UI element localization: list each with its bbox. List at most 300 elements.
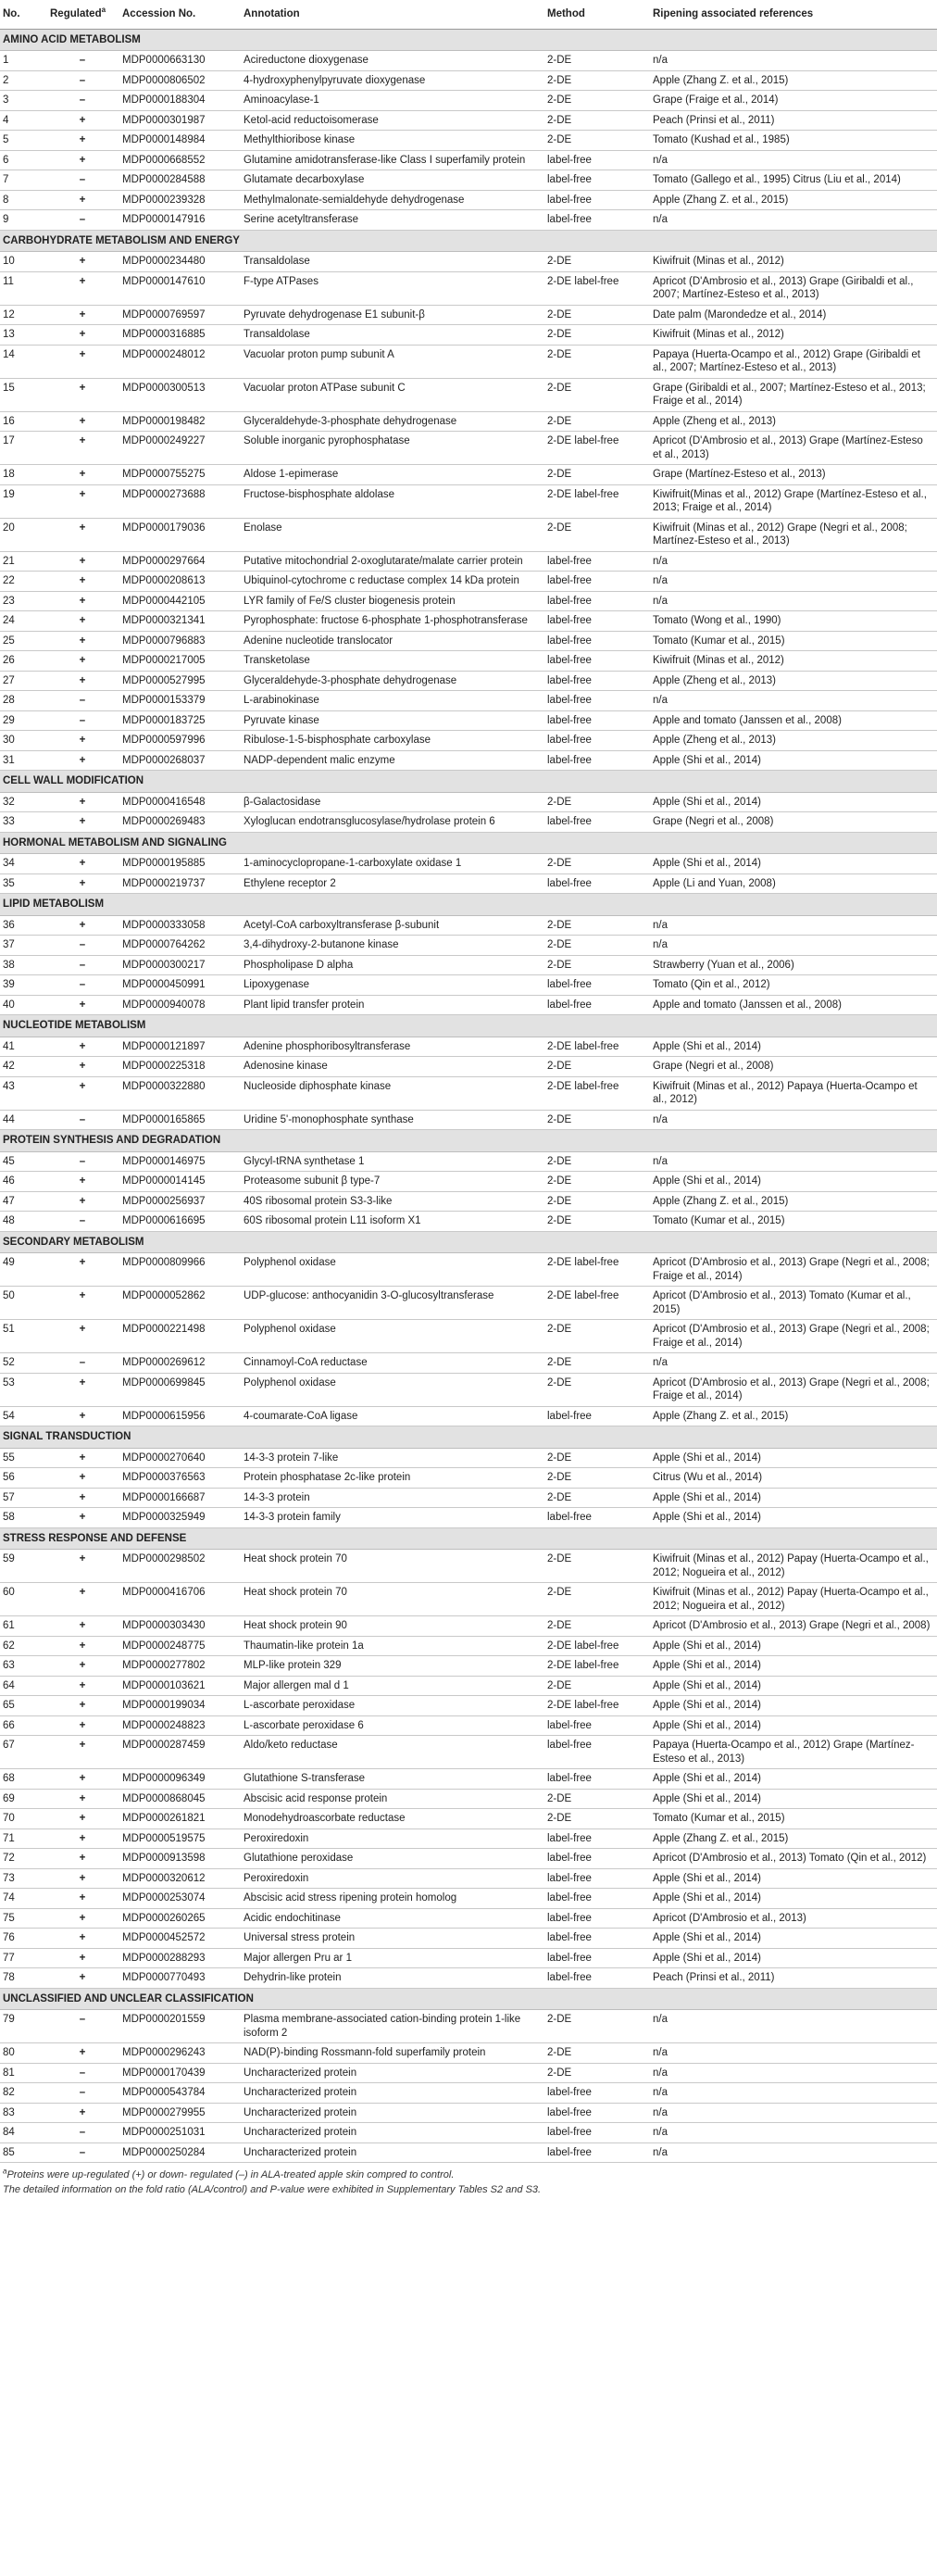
cell-regulated: – bbox=[46, 710, 119, 731]
cell-regulated: + bbox=[46, 131, 119, 151]
cell-method: 2-DE label-free bbox=[543, 1076, 649, 1110]
cell-refs: Tomato (Kumar et al., 2015) bbox=[649, 1809, 937, 1829]
cell-annotation: LYR family of Fe/S cluster biogenesis protein bbox=[240, 591, 543, 611]
cell-no: 82 bbox=[0, 2083, 46, 2104]
cell-refs: Tomato (Gallego et al., 1995) Citrus (Liu et al., 2014) bbox=[649, 170, 937, 191]
cell-method: label-free bbox=[543, 1828, 649, 1849]
cell-annotation: Heat shock protein 70 bbox=[240, 1583, 543, 1616]
section-title: HORMONAL METABOLISM AND SIGNALING bbox=[0, 832, 937, 854]
cell-refs: Apple (Shi et al., 2014) bbox=[649, 1508, 937, 1528]
footnote-text: Proteins were up-regulated (+) or down- regulated (–) in ALA-treated apple skin compred to control. bbox=[6, 2169, 455, 2180]
cell-regulated: + bbox=[46, 1508, 119, 1528]
cell-annotation: Abscisic acid response protein bbox=[240, 1789, 543, 1809]
section-title: UNCLASSIFIED AND UNCLEAR CLASSIFICATION bbox=[0, 1988, 937, 2010]
cell-refs: Kiwifruit (Minas et al., 2012) bbox=[649, 325, 937, 346]
cell-regulated: – bbox=[46, 91, 119, 111]
cell-refs: Kiwifruit (Minas et al., 2012) Papay (Huerta-Ocampo et al., 2012; Nogueira et al., 2012) bbox=[649, 1583, 937, 1616]
cell-method: 2-DE bbox=[543, 854, 649, 874]
cell-regulated: + bbox=[46, 465, 119, 485]
cell-no: 26 bbox=[0, 651, 46, 672]
table-row bbox=[0, 1191, 937, 1212]
table-row bbox=[0, 1636, 937, 1656]
cell-refs: n/a bbox=[649, 551, 937, 572]
table-row bbox=[0, 611, 937, 632]
cell-method: 2-DE bbox=[543, 378, 649, 411]
cell-refs: Apple (Shi et al., 2014) bbox=[649, 1448, 937, 1468]
cell-annotation: Ribulose-1-5-bisphosphate carboxylase bbox=[240, 731, 543, 751]
cell-accession: MDP0000269483 bbox=[119, 812, 240, 833]
cell-accession: MDP0000616695 bbox=[119, 1212, 240, 1232]
cell-annotation: Vacuolar proton ATPase subunit C bbox=[240, 378, 543, 411]
cell-accession: MDP0000668552 bbox=[119, 150, 240, 170]
cell-method: label-free bbox=[543, 551, 649, 572]
cell-method: 2-DE bbox=[543, 1191, 649, 1212]
cell-no: 40 bbox=[0, 995, 46, 1015]
cell-refs: Tomato (Kumar et al., 2015) bbox=[649, 1212, 937, 1232]
cell-method: 2-DE bbox=[543, 252, 649, 272]
cell-annotation: 1-aminocyclopropane-1-carboxylate oxidase 1 bbox=[240, 854, 543, 874]
cell-regulated: – bbox=[46, 975, 119, 996]
table-row bbox=[0, 378, 937, 411]
cell-regulated: + bbox=[46, 1448, 119, 1468]
cell-refs: Apple (Shi et al., 2014) bbox=[649, 1789, 937, 1809]
table-row bbox=[0, 1076, 937, 1110]
cell-regulated: + bbox=[46, 1468, 119, 1489]
cell-no: 45 bbox=[0, 1151, 46, 1172]
cell-annotation: Heat shock protein 90 bbox=[240, 1616, 543, 1637]
cell-regulated: + bbox=[46, 1715, 119, 1736]
cell-regulated: – bbox=[46, 955, 119, 975]
cell-refs: Apple (Zhang Z. et al., 2015) bbox=[649, 70, 937, 91]
section-row bbox=[0, 1130, 937, 1152]
cell-no: 68 bbox=[0, 1769, 46, 1790]
cell-no: 44 bbox=[0, 1110, 46, 1130]
cell-method: 2-DE bbox=[543, 936, 649, 956]
cell-regulated: + bbox=[46, 631, 119, 651]
table-row bbox=[0, 731, 937, 751]
table-row bbox=[0, 411, 937, 432]
table-row bbox=[0, 1110, 937, 1130]
cell-annotation: Polyphenol oxidase bbox=[240, 1320, 543, 1353]
cell-refs: Apple (Shi et al., 2014) bbox=[649, 750, 937, 771]
cell-refs: n/a bbox=[649, 936, 937, 956]
cell-annotation: Uncharacterized protein bbox=[240, 2083, 543, 2104]
cell-regulated: + bbox=[46, 325, 119, 346]
section-title: SECONDARY METABOLISM bbox=[0, 1231, 937, 1253]
cell-annotation: Proteasome subunit β type-7 bbox=[240, 1172, 543, 1192]
cell-regulated: – bbox=[46, 51, 119, 71]
table-row bbox=[0, 995, 937, 1015]
cell-refs: Tomato (Wong et al., 1990) bbox=[649, 611, 937, 632]
cell-regulated: + bbox=[46, 812, 119, 833]
cell-accession: MDP0000256937 bbox=[119, 1191, 240, 1212]
cell-accession: MDP0000147610 bbox=[119, 271, 240, 305]
cell-annotation: Xyloglucan endotransglucosylase/hydrolase protein 6 bbox=[240, 812, 543, 833]
table-row bbox=[0, 1769, 937, 1790]
cell-method: label-free bbox=[543, 2123, 649, 2143]
section-title: SIGNAL TRANSDUCTION bbox=[0, 1426, 937, 1449]
cell-no: 24 bbox=[0, 611, 46, 632]
table-row bbox=[0, 1353, 937, 1374]
cell-refs: Apple (Shi et al., 2014) bbox=[649, 1636, 937, 1656]
cell-refs: Date palm (Marondedze et al., 2014) bbox=[649, 305, 937, 325]
cell-accession: MDP0000147916 bbox=[119, 210, 240, 231]
cell-refs: n/a bbox=[649, 591, 937, 611]
table-row bbox=[0, 2063, 937, 2083]
cell-method: label-free bbox=[543, 1406, 649, 1426]
cell-no: 73 bbox=[0, 1868, 46, 1889]
cell-accession: MDP0000297664 bbox=[119, 551, 240, 572]
cell-annotation: Plant lipid transfer protein bbox=[240, 995, 543, 1015]
cell-accession: MDP0000249227 bbox=[119, 432, 240, 465]
cell-accession: MDP0000219737 bbox=[119, 873, 240, 894]
cell-annotation: Plasma membrane-associated cation-binding protein 1-like isoform 2 bbox=[240, 2010, 543, 2043]
cell-regulated: – bbox=[46, 2142, 119, 2163]
cell-no: 52 bbox=[0, 1353, 46, 1374]
cell-method: 2-DE bbox=[543, 51, 649, 71]
cell-regulated: + bbox=[46, 271, 119, 305]
cell-method: 2-DE bbox=[543, 915, 649, 936]
cell-refs: Kiwifruit (Minas et al., 2012) Grape (Negri et al., 2008; Martínez-Esteso et al., 2013) bbox=[649, 518, 937, 551]
header-refs: Ripening associated references bbox=[649, 0, 937, 29]
cell-accession: MDP0000273688 bbox=[119, 484, 240, 518]
table-row bbox=[0, 1373, 937, 1406]
cell-accession: MDP0000300513 bbox=[119, 378, 240, 411]
cell-regulated: + bbox=[46, 518, 119, 551]
table-row bbox=[0, 1172, 937, 1192]
cell-refs: Apricot (D'Ambrosio et al., 2013) Grape (Negri et al., 2008; Fraige et al., 2014) bbox=[649, 1373, 937, 1406]
cell-regulated: + bbox=[46, 1868, 119, 1889]
cell-no: 6 bbox=[0, 150, 46, 170]
cell-accession: MDP0000597996 bbox=[119, 731, 240, 751]
cell-refs: Apricot (D'Ambrosio et al., 2013) Tomato (Kumar et al., 2015) bbox=[649, 1287, 937, 1320]
cell-accession: MDP0000615956 bbox=[119, 1406, 240, 1426]
footnote-supplementary: The detailed information on the fold ratio (ALA/control) and P-value were exhibited in Supplementary Tables S2 and S3. bbox=[3, 2184, 542, 2195]
cell-method: label-free bbox=[543, 1889, 649, 1909]
cell-annotation: Glyceraldehyde-3-phosphate dehydrogenase bbox=[240, 671, 543, 691]
cell-accession: MDP0000298502 bbox=[119, 1550, 240, 1583]
cell-no: 51 bbox=[0, 1320, 46, 1353]
cell-no: 38 bbox=[0, 955, 46, 975]
cell-regulated: – bbox=[46, 1353, 119, 1374]
cell-regulated: + bbox=[46, 110, 119, 131]
cell-accession: MDP0000199034 bbox=[119, 1696, 240, 1716]
table-body bbox=[0, 29, 937, 2163]
table-row bbox=[0, 936, 937, 956]
cell-annotation: Transaldolase bbox=[240, 252, 543, 272]
cell-refs: Strawberry (Yuan et al., 2006) bbox=[649, 955, 937, 975]
cell-method: 2-DE bbox=[543, 70, 649, 91]
cell-regulated: + bbox=[46, 1929, 119, 1949]
table-row bbox=[0, 1789, 937, 1809]
table-row bbox=[0, 51, 937, 71]
cell-regulated: + bbox=[46, 1968, 119, 1989]
cell-refs: n/a bbox=[649, 691, 937, 711]
cell-no: 58 bbox=[0, 1508, 46, 1528]
cell-annotation: F-type ATPases bbox=[240, 271, 543, 305]
cell-no: 78 bbox=[0, 1968, 46, 1989]
cell-regulated: + bbox=[46, 1287, 119, 1320]
cell-annotation: NAD(P)-binding Rossmann-fold superfamily protein bbox=[240, 2043, 543, 2064]
table-row bbox=[0, 1968, 937, 1989]
cell-no: 11 bbox=[0, 271, 46, 305]
cell-no: 35 bbox=[0, 873, 46, 894]
table-row bbox=[0, 1929, 937, 1949]
cell-regulated: + bbox=[46, 2103, 119, 2123]
cell-method: label-free bbox=[543, 1929, 649, 1949]
cell-annotation: 60S ribosomal protein L11 isoform X1 bbox=[240, 1212, 543, 1232]
table-row bbox=[0, 2103, 937, 2123]
cell-accession: MDP0000179036 bbox=[119, 518, 240, 551]
cell-refs: n/a bbox=[649, 2043, 937, 2064]
cell-no: 81 bbox=[0, 2063, 46, 2083]
cell-refs: Papaya (Huerta-Ocampo et al., 2012) Grape (Martínez-Esteso et al., 2013) bbox=[649, 1736, 937, 1769]
cell-method: 2-DE label-free bbox=[543, 1287, 649, 1320]
table-row bbox=[0, 1151, 937, 1172]
cell-annotation: Abscisic acid stress ripening protein homolog bbox=[240, 1889, 543, 1909]
cell-no: 72 bbox=[0, 1849, 46, 1869]
cell-accession: MDP0000287459 bbox=[119, 1736, 240, 1769]
cell-annotation: Adenosine kinase bbox=[240, 1057, 543, 1077]
cell-annotation: 4-coumarate-CoA ligase bbox=[240, 1406, 543, 1426]
cell-accession: MDP0000416548 bbox=[119, 792, 240, 812]
cell-no: 30 bbox=[0, 731, 46, 751]
table-row bbox=[0, 873, 937, 894]
cell-annotation: Polyphenol oxidase bbox=[240, 1253, 543, 1287]
cell-no: 56 bbox=[0, 1468, 46, 1489]
cell-no: 20 bbox=[0, 518, 46, 551]
cell-refs: Apple and tomato (Janssen et al., 2008) bbox=[649, 995, 937, 1015]
table-row bbox=[0, 1488, 937, 1508]
cell-annotation: Monodehydroascorbate reductase bbox=[240, 1809, 543, 1829]
cell-refs: Kiwifruit (Minas et al., 2012) Papaya (Huerta-Ocampo et al., 2012) bbox=[649, 1076, 937, 1110]
cell-refs: Apricot (D'Ambrosio et al., 2013) Tomato (Qin et al., 2012) bbox=[649, 1849, 937, 1869]
cell-refs: Apple (Zheng et al., 2013) bbox=[649, 671, 937, 691]
cell-annotation: Glutathione S-transferase bbox=[240, 1769, 543, 1790]
cell-method: label-free bbox=[543, 671, 649, 691]
cell-annotation: 14-3-3 protein 7-like bbox=[240, 1448, 543, 1468]
cell-method: 2-DE bbox=[543, 1789, 649, 1809]
footnote-marker: a bbox=[3, 2167, 7, 2176]
cell-annotation: L-arabinokinase bbox=[240, 691, 543, 711]
cell-annotation: Acetyl-CoA carboxyltransferase β-subunit bbox=[240, 915, 543, 936]
cell-no: 66 bbox=[0, 1715, 46, 1736]
cell-method: label-free bbox=[543, 1715, 649, 1736]
cell-annotation: Vacuolar proton pump subunit A bbox=[240, 345, 543, 378]
cell-regulated: + bbox=[46, 1488, 119, 1508]
table-row bbox=[0, 671, 937, 691]
table-row bbox=[0, 432, 937, 465]
cell-accession: MDP0000770493 bbox=[119, 1968, 240, 1989]
cell-no: 85 bbox=[0, 2142, 46, 2163]
cell-method: 2-DE label-free bbox=[543, 1696, 649, 1716]
cell-accession: MDP0000288293 bbox=[119, 1948, 240, 1968]
cell-accession: MDP0000103621 bbox=[119, 1676, 240, 1696]
cell-method: 2-DE label-free bbox=[543, 432, 649, 465]
cell-method: label-free bbox=[543, 2103, 649, 2123]
cell-no: 2 bbox=[0, 70, 46, 91]
cell-no: 83 bbox=[0, 2103, 46, 2123]
cell-annotation: Glutamine amidotransferase-like Class I superfamily protein bbox=[240, 150, 543, 170]
cell-refs: n/a bbox=[649, 2123, 937, 2143]
cell-accession: MDP0000333058 bbox=[119, 915, 240, 936]
cell-regulated: – bbox=[46, 70, 119, 91]
cell-method: label-free bbox=[543, 631, 649, 651]
table-row bbox=[0, 750, 937, 771]
header-accession: Accession No. bbox=[119, 0, 240, 29]
section-row bbox=[0, 1988, 937, 2010]
cell-annotation: 4-hydroxyphenylpyruvate dioxygenase bbox=[240, 70, 543, 91]
cell-annotation: Pyruvate kinase bbox=[240, 710, 543, 731]
cell-annotation: Transketolase bbox=[240, 651, 543, 672]
table-row bbox=[0, 1889, 937, 1909]
cell-annotation: UDP-glucose: anthocyanidin 3-O-glucosyltransferase bbox=[240, 1287, 543, 1320]
section-row bbox=[0, 1426, 937, 1449]
cell-annotation: Nucleoside diphosphate kinase bbox=[240, 1076, 543, 1110]
cell-method: 2-DE bbox=[543, 2043, 649, 2064]
cell-regulated: + bbox=[46, 873, 119, 894]
cell-refs: Apple (Zhang Z. et al., 2015) bbox=[649, 1828, 937, 1849]
cell-method: 2-DE bbox=[543, 1212, 649, 1232]
cell-no: 70 bbox=[0, 1809, 46, 1829]
cell-regulated: + bbox=[46, 1908, 119, 1929]
cell-annotation: Putative mitochondrial 2-oxoglutarate/malate carrier protein bbox=[240, 551, 543, 572]
cell-annotation: Universal stress protein bbox=[240, 1929, 543, 1949]
cell-method: 2-DE bbox=[543, 1151, 649, 1172]
cell-regulated: + bbox=[46, 1550, 119, 1583]
cell-accession: MDP0000170439 bbox=[119, 2063, 240, 2083]
table-row bbox=[0, 915, 937, 936]
cell-method: 2-DE bbox=[543, 1468, 649, 1489]
table-row bbox=[0, 1212, 937, 1232]
cell-refs: n/a bbox=[649, 1353, 937, 1374]
cell-refs: n/a bbox=[649, 51, 937, 71]
cell-refs: Apple (Zhang Z. et al., 2015) bbox=[649, 190, 937, 210]
cell-accession: MDP0000376563 bbox=[119, 1468, 240, 1489]
cell-method: label-free bbox=[543, 1849, 649, 1869]
cell-regulated: + bbox=[46, 651, 119, 672]
cell-no: 69 bbox=[0, 1789, 46, 1809]
cell-method: 2-DE bbox=[543, 1320, 649, 1353]
cell-method: label-free bbox=[543, 572, 649, 592]
cell-accession: MDP0000250284 bbox=[119, 2142, 240, 2163]
cell-method: 2-DE bbox=[543, 955, 649, 975]
cell-accession: MDP0000221498 bbox=[119, 1320, 240, 1353]
cell-method: label-free bbox=[543, 975, 649, 996]
cell-method: label-free bbox=[543, 1736, 649, 1769]
cell-annotation: Acidic endochitinase bbox=[240, 1908, 543, 1929]
cell-no: 1 bbox=[0, 51, 46, 71]
cell-accession: MDP0000251031 bbox=[119, 2123, 240, 2143]
cell-method: label-free bbox=[543, 1508, 649, 1528]
cell-method: label-free bbox=[543, 750, 649, 771]
cell-refs: Apricot (D'Ambrosio et al., 2013) Grape (Giribaldi et al., 2007; Martínez-Esteso et al., 2013) bbox=[649, 271, 937, 305]
cell-regulated: + bbox=[46, 1828, 119, 1849]
cell-regulated: + bbox=[46, 1696, 119, 1716]
cell-accession: MDP0000148984 bbox=[119, 131, 240, 151]
cell-method: label-free bbox=[543, 731, 649, 751]
table-row bbox=[0, 1448, 937, 1468]
cell-no: 5 bbox=[0, 131, 46, 151]
cell-accession: MDP0000301987 bbox=[119, 110, 240, 131]
cell-accession: MDP0000198482 bbox=[119, 411, 240, 432]
cell-annotation: MLP-like protein 329 bbox=[240, 1656, 543, 1677]
cell-annotation: Uridine 5'-monophosphate synthase bbox=[240, 1110, 543, 1130]
cell-refs: n/a bbox=[649, 572, 937, 592]
cell-refs: Apricot (D'Ambrosio et al., 2013) Grape (Martínez-Esteso et al., 2013) bbox=[649, 432, 937, 465]
section-title: NUCLEOTIDE METABOLISM bbox=[0, 1015, 937, 1037]
cell-regulated: + bbox=[46, 432, 119, 465]
cell-accession: MDP0000940078 bbox=[119, 995, 240, 1015]
cell-method: 2-DE label-free bbox=[543, 1253, 649, 1287]
cell-annotation: Thaumatin-like protein 1a bbox=[240, 1636, 543, 1656]
table-row bbox=[0, 1616, 937, 1637]
cell-refs: Apple (Shi et al., 2014) bbox=[649, 1929, 937, 1949]
cell-no: 36 bbox=[0, 915, 46, 936]
cell-annotation: Cinnamoyl-CoA reductase bbox=[240, 1353, 543, 1374]
cell-accession: MDP0000153379 bbox=[119, 691, 240, 711]
cell-annotation: Aldose 1-epimerase bbox=[240, 465, 543, 485]
cell-no: 31 bbox=[0, 750, 46, 771]
cell-accession: MDP0000769597 bbox=[119, 305, 240, 325]
cell-method: 2-DE bbox=[543, 1809, 649, 1829]
table-footnotes bbox=[0, 2163, 937, 2196]
cell-method: 2-DE label-free bbox=[543, 1656, 649, 1677]
cell-no: 77 bbox=[0, 1948, 46, 1968]
cell-accession: MDP0000188304 bbox=[119, 91, 240, 111]
cell-refs: Apple (Shi et al., 2014) bbox=[649, 1868, 937, 1889]
cell-no: 63 bbox=[0, 1656, 46, 1677]
cell-regulated: + bbox=[46, 551, 119, 572]
cell-accession: MDP0000248775 bbox=[119, 1636, 240, 1656]
cell-annotation: Ketol-acid reductoisomerase bbox=[240, 110, 543, 131]
cell-annotation: Aldo/keto reductase bbox=[240, 1736, 543, 1769]
cell-regulated: + bbox=[46, 1076, 119, 1110]
table-row bbox=[0, 631, 937, 651]
cell-no: 7 bbox=[0, 170, 46, 191]
cell-no: 64 bbox=[0, 1676, 46, 1696]
cell-regulated: + bbox=[46, 731, 119, 751]
cell-annotation: Fructose-bisphosphate aldolase bbox=[240, 484, 543, 518]
cell-regulated: + bbox=[46, 1676, 119, 1696]
cell-regulated: + bbox=[46, 792, 119, 812]
cell-accession: MDP0000208613 bbox=[119, 572, 240, 592]
section-row bbox=[0, 832, 937, 854]
cell-refs: Apple (Zheng et al., 2013) bbox=[649, 731, 937, 751]
cell-accession: MDP0000052862 bbox=[119, 1287, 240, 1320]
table-row bbox=[0, 345, 937, 378]
cell-no: 13 bbox=[0, 325, 46, 346]
table-row bbox=[0, 1868, 937, 1889]
cell-refs: n/a bbox=[649, 2010, 937, 2043]
cell-method: label-free bbox=[543, 2142, 649, 2163]
table-row bbox=[0, 2043, 937, 2064]
cell-no: 42 bbox=[0, 1057, 46, 1077]
cell-regulated: – bbox=[46, 1110, 119, 1130]
cell-refs: Apple (Li and Yuan, 2008) bbox=[649, 873, 937, 894]
table-row bbox=[0, 1550, 937, 1583]
cell-annotation: Pyrophosphate: fructose 6-phosphate 1-phosphotransferase bbox=[240, 611, 543, 632]
cell-regulated: + bbox=[46, 1373, 119, 1406]
cell-accession: MDP0000442105 bbox=[119, 591, 240, 611]
cell-annotation: β-Galactosidase bbox=[240, 792, 543, 812]
cell-no: 3 bbox=[0, 91, 46, 111]
cell-regulated: + bbox=[46, 2043, 119, 2064]
cell-annotation: 14-3-3 protein family bbox=[240, 1508, 543, 1528]
table-row bbox=[0, 591, 937, 611]
cell-accession: MDP0000321341 bbox=[119, 611, 240, 632]
cell-accession: MDP0000296243 bbox=[119, 2043, 240, 2064]
